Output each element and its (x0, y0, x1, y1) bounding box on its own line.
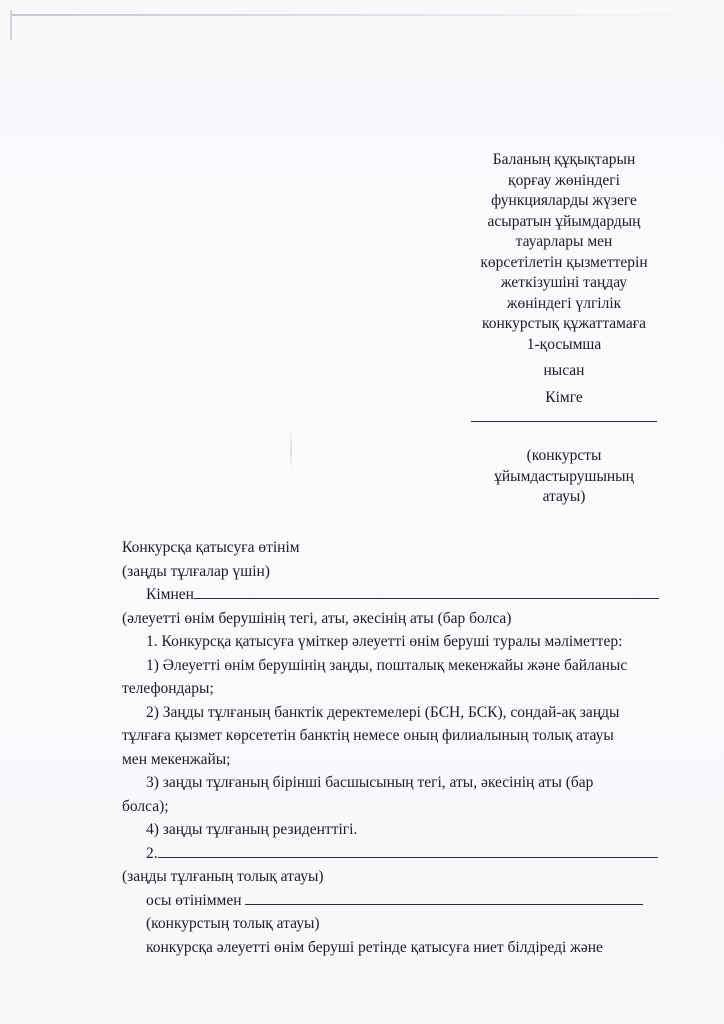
item-2-row (122, 842, 670, 866)
item-2-note: (заңды тұлғаның толық атауы) (122, 868, 324, 885)
application-body (122, 536, 670, 959)
header-line: жеткізушіні таңдау (500, 274, 628, 291)
header-line: функцияларды жүзеге (491, 192, 637, 209)
scan-edge-left (10, 10, 12, 40)
form-label: нысан (543, 362, 585, 379)
organizer-note-line: ұйымдастырушының (494, 467, 634, 485)
appendix-header (462, 150, 666, 508)
item-1-2: 2) Заңды тұлғаның банктік деректемелері (БСН, БСК), сондай-ақ заңды (146, 703, 620, 721)
document-subtitle: (заңды тұлғалар үшін) (122, 562, 270, 580)
by-this-row (122, 889, 670, 913)
item-1-3-cont: болса); (122, 797, 169, 815)
item-2-blank-line (158, 843, 658, 858)
contest-blank-line (245, 890, 643, 905)
item-1-1: 1) Әлеуетті өнім берушінің заңды, пошталық мекенжайы және байланыс (146, 656, 628, 674)
header-line: 1-қосымша (526, 335, 602, 353)
from-blank-line (194, 584, 659, 599)
item-1-2-cont: тұлғаға қызмет көрсететін банктің немесе оның филиалының толық атауы (122, 727, 614, 744)
item-1-2-cont2: мен мекенжайы; (122, 750, 231, 768)
item-1: 1. Конкурсқа қатысуға үміткер әлеуетті өнім беруші туралы мәліметтер: (146, 633, 623, 650)
header-line: тауарлары мен (515, 233, 613, 250)
from-label: Кімнен (146, 586, 194, 603)
item-1-4: 4) заңды тұлғаның резиденттігі. (146, 821, 358, 838)
scan-artifact (290, 430, 292, 470)
organizer-note-line: (конкурсты (526, 447, 602, 464)
document-title: Конкурсқа қатысуға өтінім (122, 539, 300, 556)
contest-note: (конкурстың толық атауы) (146, 915, 320, 932)
header-line: жөніндегі үлгілік (506, 294, 622, 312)
scan-edge (10, 14, 710, 16)
to-label: Кімге (545, 388, 583, 406)
header-line: асыратын ұйымдардың (487, 212, 641, 230)
last-line: конкурсқа әлеуетті өнім беруші ретінде қатысуға ниет білдіреді және (146, 938, 603, 956)
header-line: қорғау жөніндегі (508, 171, 620, 189)
from-note: (әлеуетті өнім берушінің тегі, аты, әкесінің аты (бар болса) (122, 609, 512, 627)
item-1-1-cont: телефондары; (122, 680, 214, 697)
item-1-3: 3) заңды тұлғаның бірінші басшысының тегі, аты, әкесінің аты (бар (146, 774, 594, 791)
item-2-label: 2. (146, 844, 158, 862)
header-line: көрсетілетін қызметтерін (480, 253, 648, 271)
header-line: Баланың құқықтарын (492, 151, 636, 168)
by-this-label: осы өтініммен (146, 891, 242, 909)
header-line: конкурстық құжаттамаға (482, 315, 646, 332)
from-row (122, 583, 670, 607)
organizer-note-line: атауы) (542, 488, 586, 505)
